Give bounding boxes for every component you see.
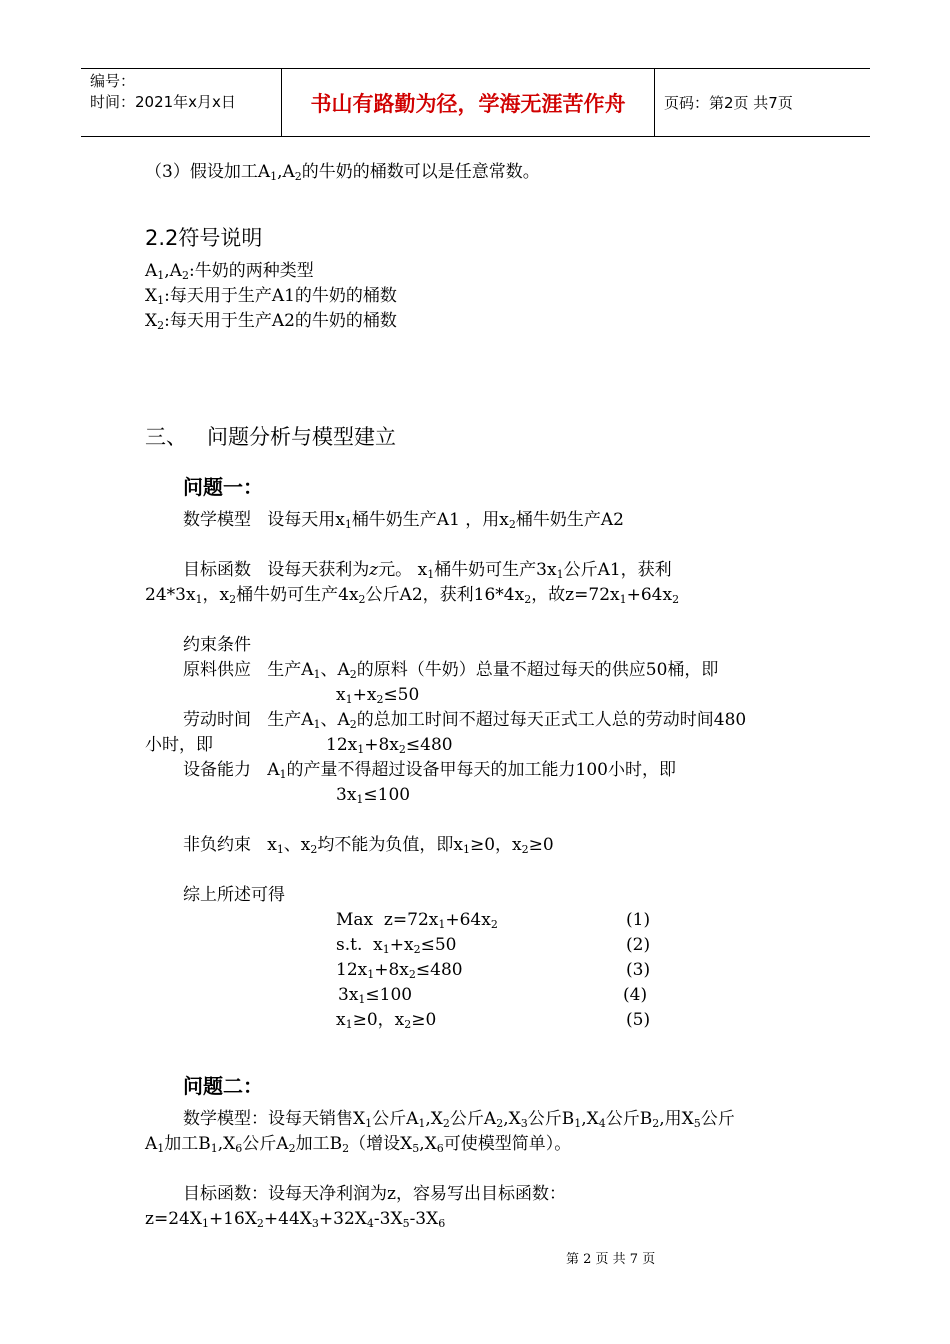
lp-line: Max $z=72x_1+64x_2$: [336, 910, 498, 931]
symbol-item: $X_1$:每天用于生产A1的牛奶的桶数: [145, 286, 397, 307]
header-meta: [90, 71, 236, 113]
header-time: 时间：2021年x月x日: [90, 93, 236, 111]
symbol-item: $A_1,A_2$:牛奶的两种类型: [145, 261, 314, 282]
header-number: 编号：: [90, 72, 136, 90]
lp-number: (1): [626, 910, 651, 930]
lp-number: (4): [623, 985, 648, 1005]
lp-line: s.t. $x_1+x_2\le 50$: [336, 935, 457, 956]
header-page-info: 页码：第2页 共7页: [664, 94, 793, 112]
summary-label: 综上所述可得: [183, 885, 285, 905]
header-divider: [654, 69, 655, 136]
nonneg-constraint: 非负约束 $x_1$、$x_2$均不能为负值，即$x_1\ge 0$，$x_2\ge 0$: [183, 835, 554, 856]
nonneg-label: 非负约束: [183, 835, 251, 855]
problem2-objective-formula: $z=24X_1+16X_2+44X_3+32X_4-3X_5-3X_6$: [145, 1209, 446, 1230]
problem1-objective-cont: $24*3x_1$，$x_2$桶牛奶可生产$4x_2$公斤A2，获利$16*4x_2$，故$z=72x_1+64x_2$: [145, 585, 680, 606]
labor-time-formula: $12x_1+8x_2\le 480$: [326, 735, 453, 756]
section3-heading: 三、 问题分析与模型建立: [145, 425, 397, 449]
symbols-heading: 2.2符号说明: [145, 226, 263, 250]
lp-line: $12x_1+8x_2\le 480$: [336, 960, 463, 981]
problem2-objective: 目标函数：设每天净利润为z，容易写出目标函数：: [183, 1184, 566, 1204]
equipment-label: 设备能力: [183, 760, 251, 780]
labor-time: 劳动时间 生产$A_1$、$A_2$的总加工时间不超过每天正式工人总的劳动时间480: [183, 710, 747, 731]
page-footer: 第 2 页 共 7 页: [566, 1252, 656, 1267]
lp-number: (3): [626, 960, 651, 980]
problem2-model: 数学模型：设每天销售$X_1$公斤$A_1,X_2$公斤$A_2,X_3$公斤$B_1,X_4$公斤$B_2$,用$X_5$公斤: [183, 1109, 735, 1130]
raw-supply: 原料供应 生产$A_1$、$A_2$的原料（牛奶）总量不超过每天的供应50桶，即: [183, 660, 719, 681]
lp-line: $x_1\ge 0$，$x_2\ge 0$: [336, 1010, 437, 1031]
header-slogan: 书山有路勤为径，学海无涯苦作舟: [310, 91, 626, 116]
lp-number: (2): [626, 935, 651, 955]
assumption-3: （3）假设加工$A_1,A_2$的牛奶的桶数可以是任意常数。: [145, 162, 540, 183]
symbol-item: $X_2$:每天用于生产A2的牛奶的桶数: [145, 311, 397, 332]
equipment-capacity: 设备能力 $A_1$的产量不得超过设备甲每天的加工能力100小时，即: [183, 760, 676, 781]
raw-supply-label: 原料供应: [183, 660, 251, 680]
problem1-objective: 目标函数 设每天获利为z元。 $x_1$桶牛奶可生产$3x_1$公斤A1，获利: [183, 560, 672, 581]
labor-time-cont: 小时，即: [145, 735, 213, 755]
problem2-heading: 问题二：: [183, 1074, 263, 1098]
lp-line: $3x_1\le 100$: [338, 985, 413, 1006]
page-header: [81, 68, 870, 137]
lp-number: (5): [626, 1010, 651, 1030]
raw-supply-formula: $x_1+x_2\le 50$: [336, 685, 420, 706]
header-divider: [281, 69, 282, 136]
labor-time-label: 劳动时间: [183, 710, 251, 730]
constraints-label: 约束条件: [183, 635, 251, 655]
problem2-model-cont: $A_1$加工$B_1,X_6$公斤$A_2$加工$B_2$（增设$X_5,X_6$可使模型简单）。: [145, 1134, 572, 1155]
problem1-heading: 问题一：: [183, 475, 263, 499]
problem1-model: 数学模型 设每天用$x_1$桶牛奶生产A1 ，用$x_2$桶牛奶生产A2: [183, 510, 624, 531]
equipment-formula: $3x_1\le 100$: [336, 785, 411, 806]
